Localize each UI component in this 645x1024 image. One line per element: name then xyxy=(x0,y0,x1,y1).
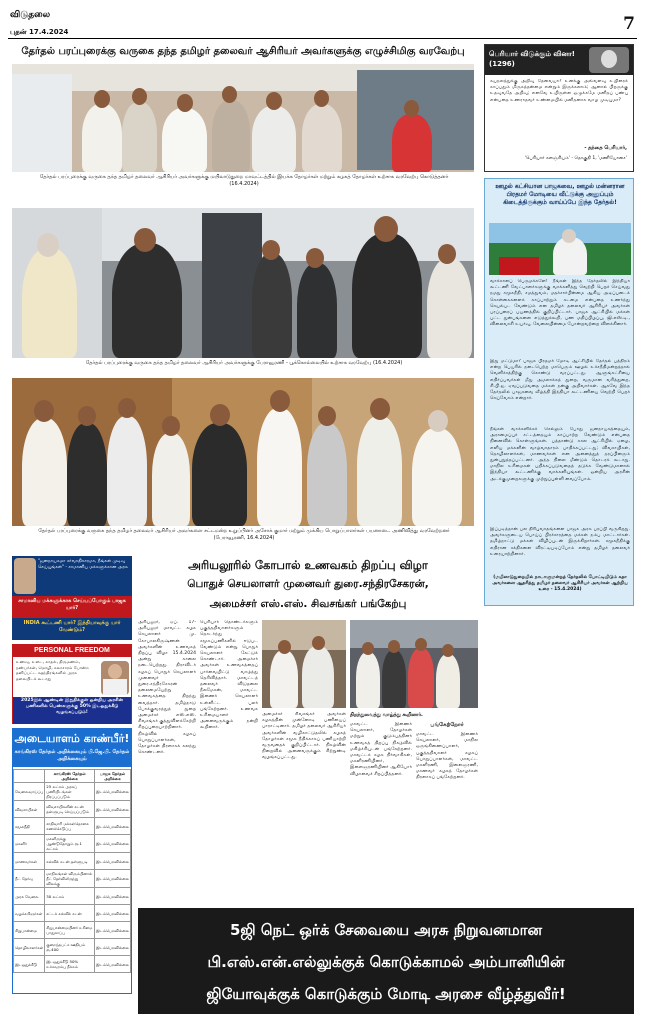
right-column-body-4: இப்படித்தான் பல திரிபுவாதங்களை பாஜக அரசு பரப்பி வருகிறது. அவர்களுடைய பொய்ப் பிரச்சாரத்தை மக்கள் நம்ப மாட்டார்கள். தமிழ்நாட்டு மக்கள் விழிப்புடன் இருக்கிறார்கள். சமூகநீதிக்கு எதிரான சக்திகளை விரட்டியடிப்போம் என்று தமிழர் தலைவர் உரையாற்றினார். xyxy=(490,527,630,557)
periyar-source: 'பெரியார் களஞ்சியம்' - தொகுதி 1, 'மணியோசை' xyxy=(524,156,627,161)
ad-rahul-portrait xyxy=(101,661,129,695)
manifesto-row xyxy=(14,835,131,853)
periyar-portrait xyxy=(589,47,629,73)
manifesto-bjp-cell: இடம்பெறவில்லை xyxy=(94,905,130,922)
manifesto-title: அடையாளம் காண்பீர்! xyxy=(13,729,131,749)
ad-freedom-highlight: 2025இல் ஆண்டின் இறுதிக்குள் ஒன்றிய அரசின் பணிகளில் பெண்களுக்கு 50% இடஒதுக்கீடு வழங்கப்படும்! xyxy=(13,697,131,724)
banner-line-3: ஜியோவுக்குக் கொடுக்கும் மோடி அரசை வீழ்த்துவீர்! xyxy=(206,985,566,1003)
middle-subhead-2: அமைச்சர் எஸ்.எஸ். சிவசங்கர் பங்கேற்பு xyxy=(209,598,407,610)
manifesto-congress-cell: சிறுபான்மையினர் உரிமை பாதுகாப்பு xyxy=(45,922,95,939)
inauguration-photo-2 xyxy=(350,620,478,708)
manifesto-congress-cell: இடஒதுக்கீடு 50% உச்சவரம்பு நீக்கம் xyxy=(45,956,95,973)
manifesto-congress-cell: மகளிருக்கு ஆண்டுதோறும் ரூ.1 லட்சம் xyxy=(45,835,95,853)
manifesto-subtitle: காங்கிரஸ் தேர்தல் அறிக்கையும் பி.ஜே.பி. தேர்தல் அறிக்கையும் xyxy=(13,749,131,767)
ad-democracy-quote: "ஜனநாயகமா சர்வாதிகாரமா, நீங்கள் முடிவு செய்யுங்கள்" - சாமானிய மக்களுக்கான அரசு xyxy=(38,559,128,570)
middle-col-4: மாவட்ட இணைச் செயலாளர், தோழர்கள் மற்றும் குடும்பத்தினர் உணவகத் திறப்பு நிகழ்வில் மகிழ்ச்சியுடன் பங்கேற்றனர். மாவட்டக் கழக நிர்வாகிகள், மகளிரணியினர், இளைஞரணியினர் ஆகியோர் விழாவைச் சிறப்பித்தனர். xyxy=(350,722,412,777)
manifesto-row xyxy=(14,870,131,888)
manifesto-bjp-cell: இடம்பெறவில்லை xyxy=(94,870,130,888)
manifesto-row xyxy=(14,818,131,835)
right-column xyxy=(484,178,634,606)
middle-col-1: அரியலூர், ஏப். 17- அரியலூர் மாவட்ட கழக செயலாளர் மு. கோபாலகிருஷ்ணன் அவர்களின் உணவகத் திறப்பு விழா 15.4.2024 அன்று காலை நடைபெற்றது. திராவிடர் கழகப் பொதுச் செயலாளர் முனைவர் துரை.சந்திரசேகரன் தலைமையேற்று உணவகத்தை திறந்து வைத்தார். தமிழ்நாடு போக்குவரத்துத் துறை அமைச்சர் எஸ்.எஸ். சிவசங்கர் குத்துவிளக்கேற்றி சிறப்புரையாற்றினார். நிகழ்வில் கழகப் பொறுப்பாளர்கள், தோழர்கள் திரளாகக் கலந்து கொண்டனர். xyxy=(138,620,196,756)
issue-date: புதன் 17.4.2024 xyxy=(10,28,69,36)
ad-leader-portrait xyxy=(14,558,36,594)
periyar-box-body: சுயநலத்துக்கு அறிவு தேவையா? உனக்கு அவ்வளவு உயிரைக் காப்பதும் மிருகத்தன்மை என்றும் இருக்கலாம்; ஆனால் பிறருக்கு உதவுவதே அறிவு; எனவே உயிருள்ள ஒழுக்கமே மனிதப் பண்பு என்பதை உணராதவர் உண்மையில் மனிதனாக வாழ முடியுமா? xyxy=(490,79,628,103)
manifesto-row xyxy=(14,888,131,905)
manifesto-bjp-cell: இடம்பெறவில்லை xyxy=(94,783,130,801)
photo-3-caption: தேர்தல் பரப்புரைக்கு வருகை தந்த தமிழர் தலைவர் ஆசிரியர் அவர்களை சட்டமன்ற உறுப்பினர் அசோக் குமார் மற்றும் முக்கிய பொறுப்பாளர்கள் பயனாடை அணிவித்து வரவேற்றனர் (பேராவூரணி, 16.4.2024) xyxy=(38,528,450,541)
manifesto-topic-cell: விவசாயிகள் xyxy=(14,801,45,818)
manifesto-topic-cell: சமூகநீதி xyxy=(14,818,45,835)
speaker-photo xyxy=(489,223,631,275)
manifesto-congress-cell: கல்விக் கடன் தள்ளுபடி xyxy=(45,853,95,870)
manifesto-bjp-cell: இடம்பெறவில்லை xyxy=(94,956,130,973)
manifesto-row xyxy=(14,801,131,818)
photo-2-caption: தேர்தல் பரப்புரைக்கு வருகை தந்த தமிழர் தலைவர் ஆசிரியர் அவர்களுக்கு பேராவூரணி - பூக்கொல்லையில் உற்சாக வரவேற்பு (16.4.2024) xyxy=(85,360,403,366)
periyar-attribution: - தந்தை பெரியார், xyxy=(584,145,627,151)
manifesto-table xyxy=(13,769,131,973)
middle-subhead-1: பொதுச் செயலாளர் முனைவர் துரை.சந்திரசேகரன், xyxy=(187,578,429,590)
manifesto-row xyxy=(14,922,131,939)
banner-line-1: 5ஜி நெட் ஒர்க் சேவையை அரசு நிறுவனமான xyxy=(229,921,543,939)
manifesto-topic-cell: அரசு வேலை xyxy=(14,888,45,905)
manifesto-congress-cell: 25 லட்சம் அரசுப் பணியிடங்கள் நிரப்பப்படும் xyxy=(45,783,95,801)
manifesto-topic-cell: நீட் தேர்வு xyxy=(14,870,45,888)
manifesto-bjp-cell: இடம்பெறவில்லை xyxy=(94,939,130,956)
manifesto-row xyxy=(14,939,131,956)
manifesto-header-row xyxy=(14,770,131,783)
right-column-body-1: வாக்காளப் பெருமக்களே! நீங்கள் இந்த தேர்தலில் இந்தியா கூட்டணி வேட்பாளர்களுக்கு வாக்களித்து வெற்றி பெறச் செய்வது நமது சமூகநீதி, சமத்துவம், மதச்சார்பின்மை ஆகிய அடிப்படைக் கொள்கைகளைக் காப்பாற்றும் கடமை என்பதை உணர்ந்து செயல்பட வேண்டும் என தமிழர் தலைவர் ஆசிரியர் அவர்கள் பரப்புரைப் பயணத்தில் குறிப்பிட்டார். பாஜக ஆட்சியில் மக்கள் பட்ட துன்பங்களை எடுத்துக்கூறி, பண மதிப்பிழப்பு, ஜி.எஸ்.டி., விலைவாசி உயர்வு, வேலையின்மை போன்றவற்றை விளக்கினார். xyxy=(490,279,630,328)
manifesto-congress-cell: மாநிலங்கள் விரும்பினால் நீட் தேர்விலிருந்து விலக்கு xyxy=(45,870,95,888)
manifesto-row xyxy=(14,905,131,922)
middle-col-2: பெரியார் தொண்டர்களும் பகுத்தறிவாளர்களும் தொடர்ந்து சமூகப்பணிகளில் ஈடுபட வேண்டும் என்று பொதுச் செயலாளர் கேட்டுக் கொண்டார். அமைச்சர் அவர்கள் உணவகத்தைப் பார்வையிட்டு வாழ்த்து தெரிவித்தார். மாவட்டத் தலைவர் விடுதலை நீலமேகன், மாவட்ட இணைச் செயலாளர் உள்ளிட்ட பலர் பங்கேற்றனர். உணவக உரிமையாளர் அனைவருக்கும் நன்றி கூறினார். xyxy=(200,620,258,731)
banner-line-2: பி.எஸ்.என்.எல்லுக்குக் கொடுக்காமல் அம்பானியின் xyxy=(207,953,565,971)
manifesto-congress-cell: 30 லட்சம் xyxy=(45,888,95,905)
rally-photo-2 xyxy=(12,208,474,358)
middle-photo-caption: திறந்துவைத்து வாழ்த்து கூறினார். xyxy=(350,713,423,718)
manifesto-comparison xyxy=(12,728,132,994)
manifesto-bjp-cell: இடம்பெறவில்லை xyxy=(94,853,130,870)
ad-democracy-line-1: சாமானிய மக்களுக்காக செய்யப்போகும் பாஜக யார்? xyxy=(12,596,132,618)
manifesto-bjp-cell: இடம்பெறவில்லை xyxy=(94,835,130,853)
manifesto-congress-cell: விவசாயிகளின் கடன் தள்ளுபடி செய்யப்படும் xyxy=(45,801,95,818)
ad-freedom-title: PERSONAL FREEDOM xyxy=(13,645,131,657)
manifesto-bjp-cell: இடம்பெறவில்லை xyxy=(94,801,130,818)
right-column-headline: ஊழல் கட்சியான பாஜகவை, ஊழல் மன்னரான பிரதமர் மோடியை வீட்டுக்கு அனுப்பும் கிடைத்திருக்கும் வாய்ப்பே இந்த தேர்தல்! xyxy=(495,183,625,206)
manifesto-topic-cell: தொழிலாளர்கள் xyxy=(14,939,45,956)
page-number: 7 xyxy=(623,14,635,34)
header-rule xyxy=(8,38,637,39)
ad-personal-freedom xyxy=(12,644,132,724)
rally-photo-3 xyxy=(12,378,474,526)
paper-name: விடுதலை xyxy=(10,10,51,20)
manifesto-row xyxy=(14,956,131,973)
manifesto-topic-cell: மாணவர்கள் xyxy=(14,853,45,870)
ad-freedom-body: உணவு, உடை, காதல், திருமணம், நண்பர்கள், மொழி, கலாசாரம் போன்ற தனிப்பட்ட சுதந்திரங்களில் அரசு தலையிடக் கூடாது xyxy=(16,659,89,681)
manifesto-congress-cell: குறைந்தபட்ச ஊதியம் ரூ.400 xyxy=(45,939,95,956)
manifesto-row xyxy=(14,853,131,870)
middle-col-3: அமைச்சர் சிவசங்கர் அவர்கள் கழகத்தின் முன்னோடி பணியைப் பாராட்டினார். தமிழர் தலைவர் ஆசிரியர் அவர்களின் வழிகாட்டுதலில் கழகத் தோழர்கள் சமூக நீதிக்காகப் பணியாற்றி வருவதைக் குறிப்பிட்டார். நிகழ்வின் நிறைவில் அனைவருக்கும் சிற்றுண்டி வழங்கப்பட்டது. xyxy=(262,712,346,761)
right-column-footnote: (மயிலாடுதுறையில் நாடாளுமன்றத் தேர்தலில் போட்டியிடும் சுதா அவர்களை ஆதரித்து தமிழர் தலைவர் ஆசிரியர் அவர்கள் ஆற்றிய உரை - 15.4.2024) xyxy=(492,575,628,592)
manifesto-topic-cell: வழக்கறிஞர்கள் xyxy=(14,905,45,922)
middle-col-5: மாவட்ட இணைச் செயலாளர், மாநில ஒருங்கிணைப்பாளர், பகுத்தறிவாளர் கழகப் பொறுப்பாளர்கள், மாவட்ட மகளிரணி, இளைஞரணி, மாணவர் கழகத் தோழர்கள் திரளாகப் பங்கேற்றனர். xyxy=(416,732,478,781)
manifesto-congress-cell: சட்டக் கல்விக் கடன் xyxy=(45,905,95,922)
ad-democracy-line-2: INDIA கூட்டணி யார்? இந்தியாவுக்கு யார் வேண்டும்? xyxy=(23,620,121,633)
top-headline: தேர்தல் பரப்புரைக்கு வருகை தந்த தமிழர் தலைவர் ஆசிரியர் அவர்களுக்கு எழுச்சிமிகு வரவேற்பு xyxy=(21,46,465,57)
right-column-body-2: இது மட்டுமா? பாஜக பிரதமர் மோடி ஆட்சியில் தேர்தல் பத்திரம் என்ற பெயரில் நடைபெற்ற மாபெரும் ஊழல் உச்சநீதிமன்றத்தால் வெளிச்சத்திற்கு கொண்டு வரப்பட்டது. ஆளுங்கட்சியை எதிர்ப்பவர்கள் மீது அமலாக்கத் துறை, வருமான வரித்துறை, சி.பி.ஐ. ஏவப்படுவதை மக்கள் நன்கு அறிவார்கள். ஆகவே இந்த தேர்தலில் பாஜகவை வீழ்த்தி இந்தியா கூட்டணியை வெற்றி பெறச் செய்வோம் என்றார். xyxy=(490,359,630,402)
manifesto-col-header: பாஜக தேர்தல் அறிக்கை xyxy=(94,770,130,783)
inauguration-photo-1 xyxy=(262,620,346,708)
manifesto-col-header: காங்கிரஸ் தேர்தல் அறிக்கை xyxy=(45,770,95,783)
photo-1-caption: தேர்தல் பரப்புரைக்கு வருகை தந்த தமிழர் தலைவர் ஆசிரியர் அவர்களுக்கு மயிலாடுதுறை மாவட்டத்தில் இயக்க தோழர்கள் மற்றும் கழகத் தோழர்கள் உற்சாக வரவேற்பு கொடுத்தனர் (16.4.2024) xyxy=(39,174,449,187)
manifesto-congress-cell: சாதிவாரி மக்கள்தொகை கணக்கெடுப்பு xyxy=(45,818,95,835)
bottom-banner xyxy=(138,908,634,1014)
manifesto-row xyxy=(14,783,131,801)
right-column-body-3: நீங்கள் வாக்களிக்கச் செல்லும் போது ஜனநாயகத்தையும், அரசமைப்புச் சட்டத்தையும் காப்பாற்ற வேண்டும் என்பதை நினைவில் கொள்ளுங்கள். பத்தாண்டு கால ஆட்சியில் ஏழை, எளிய மக்களின் வாழ்வாதாரம் பாதிக்கப்பட்டது; விவசாயிகள், தொழிலாளர்கள், மாணவர்கள் என அனைத்துத் தரப்பினரும் துன்புறுத்தப்பட்டனர். அந்த நிலை மீண்டும் தொடரக் கூடாது. மாநில உரிமைகள் பறிக்கப்படுவதைத் தடுக்க வேண்டுமானால் இந்தியா கூட்டணிக்கு வாக்களியுங்கள். ஒன்றிய அரசின் அடக்குமுறைகளுக்கு முற்றுப்புள்ளி வைப்போம். xyxy=(490,427,630,482)
manifesto-bjp-cell: இடம்பெறவில்லை xyxy=(94,888,130,905)
periyar-box-title: பெரியார் விடுக்கும் வினா! (1296) xyxy=(489,50,575,68)
manifesto-topic-cell: இடஒதுக்கீடு xyxy=(14,956,45,973)
middle-col-5-title: பங்கேற்றோர் xyxy=(430,722,464,728)
manifesto-topic-cell: சிறுபான்மை xyxy=(14,922,45,939)
rally-photo-1 xyxy=(12,64,474,172)
manifesto-col-header xyxy=(14,770,45,783)
manifesto-bjp-cell: இடம்பெறவில்லை xyxy=(94,922,130,939)
middle-headline: அரியலூரில் கோபால் உணவகம் திறப்பு விழா xyxy=(188,558,428,572)
periyar-box xyxy=(484,44,634,172)
manifesto-bjp-cell: இடம்பெறவில்லை xyxy=(94,818,130,835)
ad-democracy xyxy=(12,556,132,640)
manifesto-topic-cell: மகளிர் xyxy=(14,835,45,853)
manifesto-topic-cell: வேலைவாய்ப்பு xyxy=(14,783,45,801)
